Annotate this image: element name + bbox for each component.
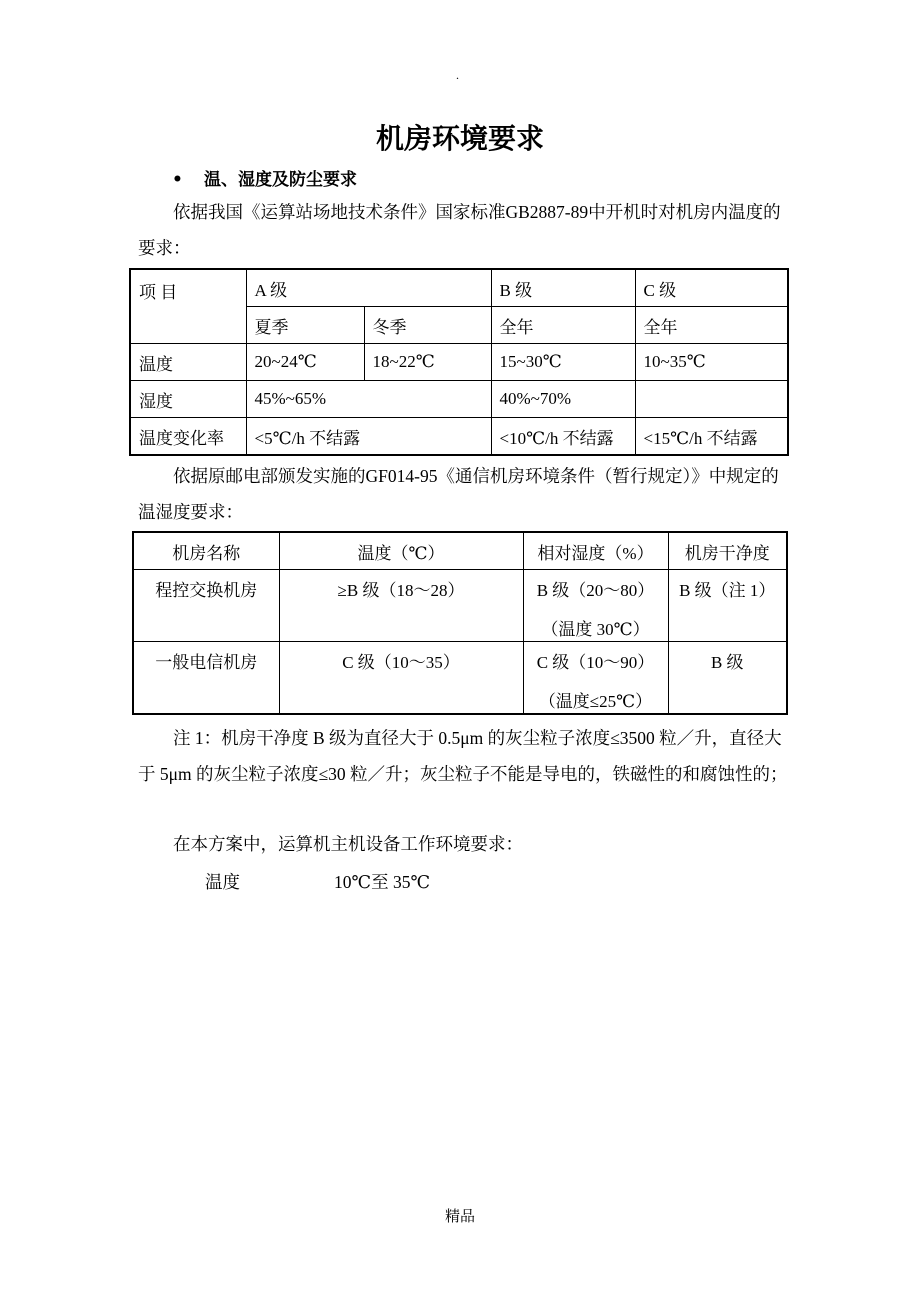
cell-a: 45%~65% (246, 381, 491, 418)
humidity-range: B 级（20～80） (536, 581, 655, 600)
cell-cleanliness: B 级 (668, 642, 787, 714)
cell-a-winter: 18~22℃ (364, 344, 491, 381)
table-subheader-winter: 冬季 (364, 307, 491, 344)
note-text: 注 1：机房干净度 B 级为直径大于 0.5μm 的灰尘粒子浓度≤3500 粒／升，直径大于 5μm 的灰尘粒子浓度≤30 粒／升；灰尘粒子不能是导电的，铁磁性的和腐蚀性的； (138, 728, 788, 784)
table-header-room-name: 机房名称 (133, 532, 279, 570)
header-dot: . (456, 68, 459, 82)
humidity-condition: （温度 30℃） (541, 620, 650, 639)
table-header-cleanliness: 机房干净度 (668, 532, 787, 570)
section-heading-text: 温、湿度及防尘要求 (204, 170, 357, 190)
table-row (133, 570, 787, 642)
cell-temperature: C 级（10～35） (279, 642, 523, 714)
cell-room-name: 程控交换机房 (133, 570, 279, 642)
paragraph-text: 依据我国《运算站场地技术条件》国家标准GB2887-89中开机时对机房内温度的要求： (138, 202, 781, 258)
table-subheader-summer: 夏季 (246, 307, 364, 344)
paragraph-standard-gb (138, 194, 788, 266)
table-header-class-b: B 级 (491, 269, 635, 307)
room-environment-table (132, 531, 788, 715)
row-label: 温度 (130, 344, 246, 381)
temperature-requirements-table (129, 268, 789, 456)
cell-c: 10~35℃ (635, 344, 788, 381)
table-header-temperature: 温度（℃） (279, 532, 523, 570)
cell-b: 15~30℃ (491, 344, 635, 381)
page-title: 机房环境要求 (375, 122, 544, 155)
humidity-condition: （温度≤25℃） (538, 692, 653, 711)
section-heading (172, 165, 357, 190)
cell-c: <15℃/h 不结露 (635, 418, 788, 456)
table-row (130, 418, 788, 456)
page-footer: 精品 (444, 1209, 475, 1225)
paragraph-standard-gf (138, 458, 788, 530)
cell-a-summer: 20~24℃ (246, 344, 364, 381)
row-label: 湿度 (130, 381, 246, 418)
table-header-humidity: 相对湿度（%） (523, 532, 668, 570)
table-row (133, 642, 787, 714)
table-subheader-all-year-c: 全年 (635, 307, 788, 344)
row-label: 温度变化率 (130, 418, 246, 456)
cell-humidity (523, 570, 668, 642)
table-header-class-a: A 级 (246, 269, 491, 307)
paragraph-scheme (138, 826, 788, 862)
humidity-range: C 级（10～90） (536, 653, 655, 672)
cell-c (635, 381, 788, 418)
cell-b: <10℃/h 不结露 (491, 418, 635, 456)
table-row (130, 344, 788, 381)
bullet-icon: • (172, 170, 183, 190)
note-paragraph (138, 720, 788, 792)
cell-cleanliness: B 级（注 1） (668, 570, 787, 642)
table-subheader-all-year-b: 全年 (491, 307, 635, 344)
table-header-class-c: C 级 (635, 269, 788, 307)
cell-room-name: 一般电信机房 (133, 642, 279, 714)
table-row (130, 381, 788, 418)
cell-b: 40%~70% (491, 381, 635, 418)
paragraph-text: 在本方案中，运算机主机设备工作环境要求： (173, 834, 523, 854)
spec-label-temperature: 温度 (205, 872, 240, 892)
cell-temperature: ≥B 级（18～28） (279, 570, 523, 642)
cell-a: <5℃/h 不结露 (246, 418, 491, 456)
cell-humidity (523, 642, 668, 714)
table-header-item: 项 目 (130, 269, 246, 344)
spec-value-temperature: 10℃至 35℃ (334, 872, 431, 892)
paragraph-text: 依据原邮电部颁发实施的GF014-95《通信机房环境条件（暂行规定）》中规定的温湿度要求： (138, 466, 779, 522)
